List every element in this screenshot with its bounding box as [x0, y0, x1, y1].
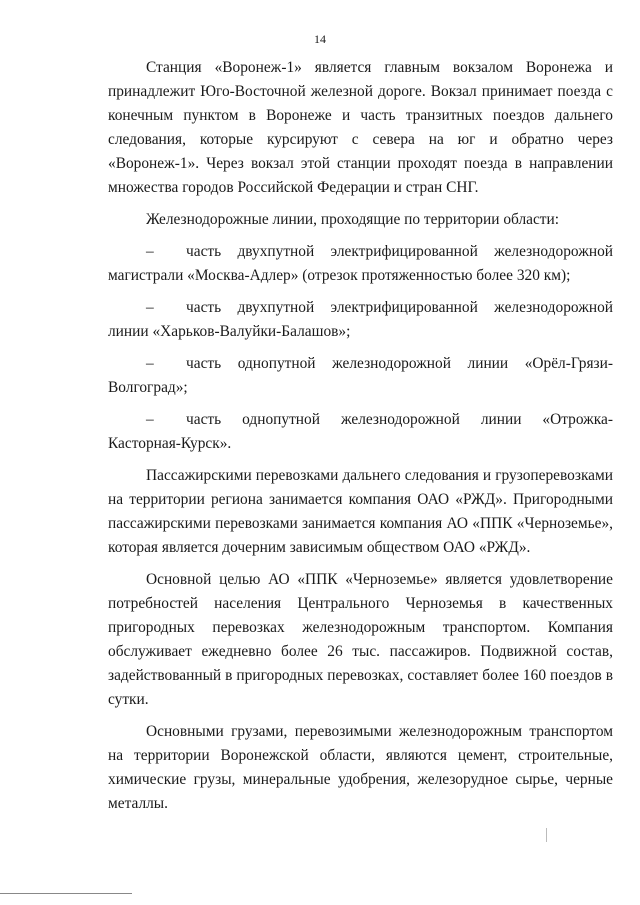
- scan-mark: [546, 828, 547, 842]
- list-item: [108, 240, 613, 288]
- list-item: [108, 296, 613, 344]
- paragraph-main-cargo: Основными грузами, перевозимыми железнодорожным транспортом на территории Воронежской области, являются цемент, строительные, химические грузы, минеральные удобрения, железорудное сырье, черные металлы.: [108, 723, 613, 812]
- dash-marker: –: [146, 243, 154, 260]
- list-item-text: часть однопутной железнодорожной линии «Орёл-Грязи-Волгоград»;: [108, 355, 613, 396]
- page-number: 14: [314, 32, 326, 46]
- dash-marker: –: [146, 355, 154, 372]
- railway-lines-list: [108, 240, 613, 456]
- dash-marker: –: [146, 411, 154, 428]
- list-item: [108, 408, 613, 456]
- list-item-text: часть однопутной железнодорожной линии «Отрожка-Касторная-Курск».: [108, 411, 613, 452]
- paragraph-rzd-transport: Пассажирскими перевозками дальнего следования и грузоперевозками на территории региона занимается компания ОАО «РЖД». Пригородными пассажирскими перевозками занимается компания АО «ППК «Черноземье», которая является дочерним зависимым обществом ОАО «РЖД».: [108, 467, 613, 556]
- paragraph-voronezh-station: Станция «Воронеж-1» является главным вокзалом Воронежа и принадлежит Юго-Восточной железной дороге. Вокзал принимает поезда с конечным пунктом в Воронеже и часть транзитных поездов дальнего следования, которые курсируют с севера на юг и обратно через «Воронеж-1». Через вокзал этой станции проходят поезда в направлении множества городов Российской Федерации и стран СНГ.: [108, 59, 613, 196]
- document-body: [108, 56, 613, 824]
- list-item-text: часть двухпутной электрифицированной железнодорожной магистрали «Москва-Адлер» (отрезок протяженностью более 320 км);: [108, 243, 613, 284]
- dash-marker: –: [146, 299, 154, 316]
- paragraph-ppk-chernozemye: Основной целью АО «ППК «Черноземье» является удовлетворение потребностей населения Центрального Черноземья в качественных пригородных перевозках железнодорожным транспортом. Компания обслуживает ежедневно более 26 тыс. пассажиров. Подвижной состав, задействованный в пригородных перевозках, составляет более 160 поездов в сутки.: [108, 571, 613, 708]
- footnote-separator: [0, 893, 132, 894]
- list-item: [108, 352, 613, 400]
- paragraph-railway-lines-intro: Железнодорожные линии, проходящие по территории области:: [146, 211, 560, 228]
- list-item-text: часть двухпутной электрифицированной железнодорожной линии «Харьков-Валуйки-Балашов»;: [108, 299, 613, 340]
